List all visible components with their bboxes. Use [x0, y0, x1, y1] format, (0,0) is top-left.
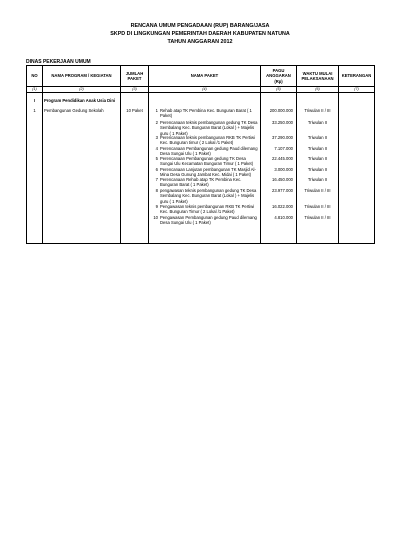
col-header-count: JUMLAH PAKET: [121, 66, 149, 87]
package-name: Perencanaan Pembangunan gedung TK Desa Sungai Ulu Kecamatan Bunguran Timur ( 1 Paket): [160, 156, 254, 167]
package-name: Perencanaan Rehab atap TK Pembina Kec. Bunguran Barat ( 1 Paket): [160, 177, 242, 188]
package-item: [150, 204, 259, 214]
table-body-row: [27, 93, 375, 244]
time-list: [298, 93, 337, 243]
package-time: Triwulan II / III: [304, 204, 331, 210]
package-item: [150, 108, 259, 118]
package-no: 4: [155, 146, 158, 152]
doc-title-line-3: TAHUN ANGGARAN 2012: [167, 39, 233, 45]
package-time: Triwulan II: [307, 167, 328, 173]
package-name: Perencanaan teknis pembangunan gedung TK Desa Sembalang Kec. Bunguran Barat (Lokal ) + Majelis guru ( 1 Paket): [160, 120, 258, 136]
package-no: 8: [155, 188, 158, 194]
no-cell: [27, 93, 43, 244]
activity-name: Pembangunan Gedung Sekolah: [44, 108, 104, 114]
package-time: Triwulan II: [307, 120, 328, 126]
package-no: 10: [153, 215, 158, 221]
col-header-no: NO: [27, 66, 43, 87]
package-no: 6: [155, 167, 158, 173]
col-number: (2): [43, 87, 121, 93]
program-cell: [43, 93, 121, 244]
package-item: [150, 177, 259, 187]
notes-cell: [339, 93, 375, 244]
col-number: (7): [339, 87, 375, 93]
col-number: (3): [121, 87, 149, 93]
package-pagu: 22.445.000: [272, 156, 293, 162]
activity-count: 10 Paket: [126, 108, 143, 114]
col-number: (6): [297, 87, 339, 93]
col-header-program: NAMA PROGRAM / KEGIATAN: [43, 66, 121, 87]
package-time: Triwulan II: [307, 156, 328, 162]
program-no: I: [33, 98, 36, 104]
col-header-notes: KETERANGAN: [339, 66, 375, 87]
package-pagu: 3.000.000: [274, 167, 293, 173]
package-time: Triwulan II: [307, 177, 328, 183]
package-time: Triwulan II: [307, 146, 328, 152]
pagu-cell: [261, 93, 297, 244]
program-name: Program Pendidikan Anak Usia Dini: [44, 98, 116, 104]
package-item: [150, 135, 259, 145]
doc-title-line-2: SKPD DI LINGKUNGAN PEMERINTAH DAERAH KABUPATEN NATUNA: [110, 31, 290, 37]
package-pagu: 33.250.000: [272, 120, 293, 126]
package-pagu: 7.107.000: [274, 146, 293, 152]
doc-title-line-1: RENCANA UMUM PENGADAAN (RUP) BARANG/JASA: [130, 23, 270, 29]
package-name: Pengawasan Pembangunan gedung Paud dilemang Desa Sungai Ulu ( 1 Paket): [160, 215, 257, 226]
package-pagu: 23.977.000: [272, 188, 293, 194]
package-name: Rehab atap TK Pembina Kec. Bunguran Barat ( 1 Paket): [160, 108, 252, 119]
package-no: 9: [155, 204, 158, 210]
rup-table: [26, 65, 375, 244]
package-item: [150, 146, 259, 156]
package-pagu: 200.000.000: [269, 108, 293, 114]
package-no: 7: [155, 177, 158, 183]
package-name: Perencanaan Pembangunan gedung Paud dilemang Desa Sungai Ulu ( 1 Paket): [160, 146, 258, 157]
count-cell: [121, 93, 149, 244]
col-number: (4): [149, 87, 261, 93]
package-time: Triwulan II: [307, 135, 328, 141]
package-no: 3: [155, 135, 158, 141]
package-cell: [149, 93, 261, 244]
time-cell: [297, 93, 339, 244]
package-item: [150, 156, 259, 166]
col-number: (5): [261, 87, 297, 93]
package-no: 2: [155, 120, 158, 126]
package-time: Triwulan II / III: [304, 108, 331, 114]
package-time: Triwulan II / III: [304, 215, 331, 221]
col-number: (1): [27, 87, 43, 93]
package-no: 5: [155, 156, 158, 162]
col-header-package: NAMA PAKET: [149, 66, 261, 87]
col-header-time: WAKTU MULAI PELAKSANAAN: [297, 66, 339, 87]
activity-no: 1: [33, 108, 36, 114]
package-no: 1: [155, 108, 158, 114]
package-name: Pengawasan teknis pembangunan RKB TK Pertiwi Kec. Bunguran Timur ( 2 Lokal /1 Paket): [160, 204, 255, 215]
package-name: Perencanaan Lanjutan pembangunan TK Masjid Al-Mina Desa Gunung Jambat Kec. Midai ( 1 Paket): [160, 167, 256, 178]
package-list: [150, 93, 259, 243]
package-pagu: 37.290.000: [272, 135, 293, 141]
department-name: DINAS PEKERJAAN UMUM: [26, 59, 91, 65]
package-name: pengawasan teknis pembangunan gedung TK Desa Sembalang Kec. Bunguran Barat (Lokal ) + Majelis guru ( 1 Paket): [160, 188, 257, 204]
package-pagu: 4.810.000: [274, 215, 293, 221]
table-header-row: [27, 66, 375, 87]
package-pagu: 16.450.000: [272, 177, 293, 183]
package-item: [150, 120, 259, 136]
package-item: [150, 188, 259, 204]
package-name: Perencanaan teknis pembangunan RKB TK Pertiwi Kec. Bunguran timur ( 2 Lokal /1 Paket): [160, 135, 255, 146]
package-time: Triwulan II / III: [304, 188, 331, 194]
package-item: [150, 167, 259, 177]
package-item: [150, 215, 259, 225]
col-header-pagu: PAGU ANGGARAN (Rp): [261, 66, 297, 87]
pagu-list: [262, 93, 295, 243]
package-pagu: 16.022.000: [272, 204, 293, 210]
